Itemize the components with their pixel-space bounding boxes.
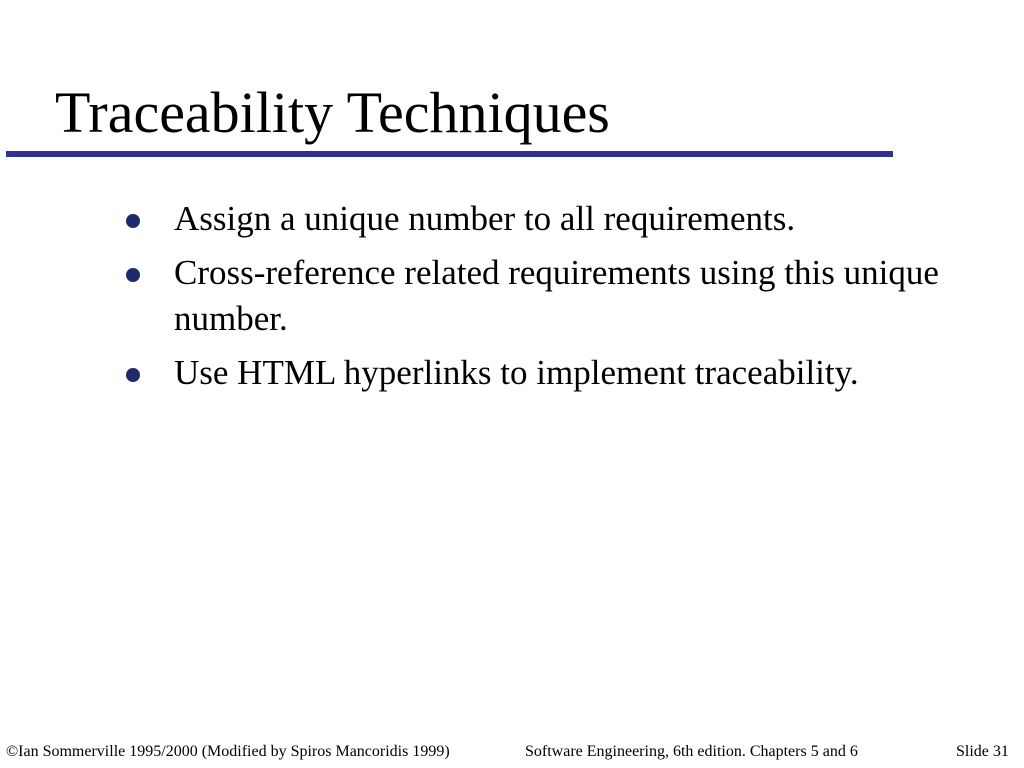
bullet-dot-icon bbox=[126, 368, 140, 382]
bullet-text: Cross-reference related requirements using this unique number. bbox=[174, 253, 939, 338]
list-item bbox=[120, 250, 980, 342]
slide-title: Traceability Techniques bbox=[55, 80, 610, 145]
bullet-text: Use HTML hyperlinks to implement traceability. bbox=[174, 353, 859, 392]
footer-slide-number: Slide 31 bbox=[956, 743, 1009, 760]
list-item bbox=[120, 196, 980, 242]
slide-footer bbox=[0, 740, 1024, 764]
list-item bbox=[120, 350, 980, 396]
bullet-dot-icon bbox=[126, 268, 140, 282]
bullet-dot-icon bbox=[126, 214, 140, 228]
title-underline-rule bbox=[6, 151, 893, 157]
footer-book-title: Software Engineering, 6th edition. Chapters 5 and 6 bbox=[525, 743, 858, 760]
footer-copyright: ©Ian Sommerville 1995/2000 (Modified by Spiros Mancoridis 1999) bbox=[6, 743, 450, 760]
bullet-text: Assign a unique number to all requirements. bbox=[174, 199, 796, 238]
bullet-list bbox=[120, 196, 980, 404]
